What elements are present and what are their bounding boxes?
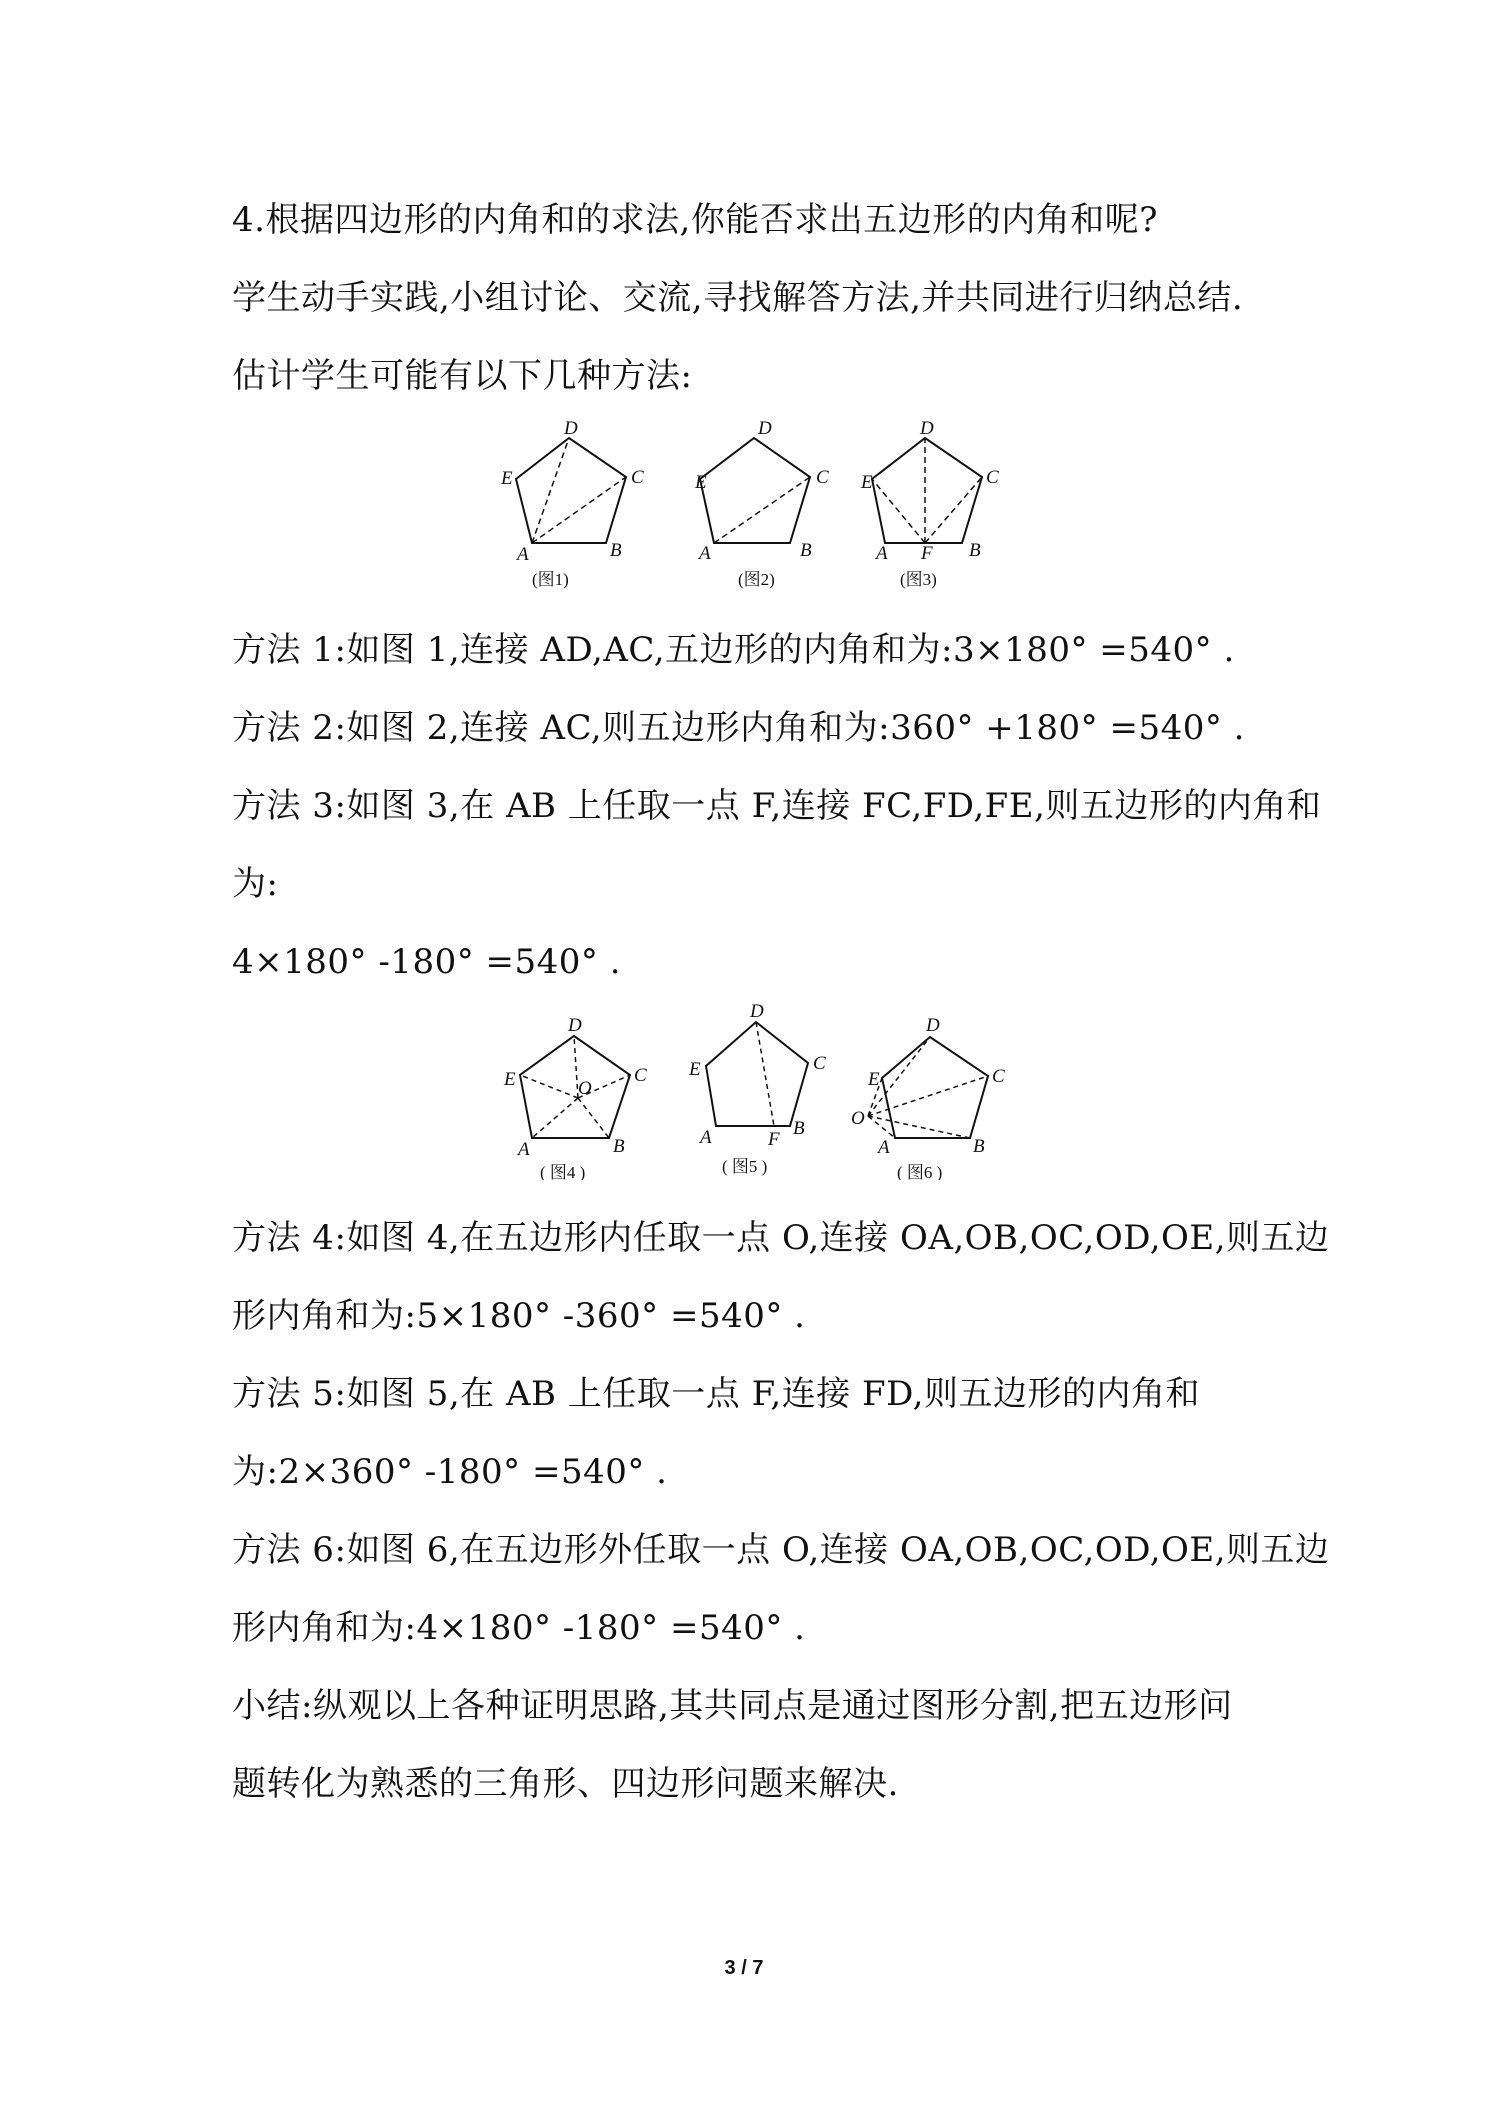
method-3-line-3: 4×180° -180° =540° .	[232, 942, 622, 982]
label-d: D	[568, 1015, 582, 1036]
label-d: D	[758, 420, 772, 439]
label-a: A	[878, 1137, 890, 1158]
label-e: E	[861, 472, 873, 493]
question-4: 4.根据四边形的内角和的求法,你能否求出五边形的内角和呢?	[232, 200, 1158, 240]
figure-1	[500, 420, 644, 589]
label-e: E	[504, 1069, 516, 1090]
paragraph-methods-intro: 估计学生可能有以下几种方法:	[232, 356, 693, 396]
label-a: A	[876, 543, 888, 564]
label-d: D	[926, 1015, 940, 1036]
label-d: D	[920, 420, 934, 439]
label-d: D	[564, 420, 578, 439]
label-b: B	[969, 540, 981, 561]
label-f: F	[921, 543, 933, 564]
figure-row-1	[0, 420, 1488, 600]
method-5-line-1: 方法 5:如图 5,在 AB 上任取一点 F,连接 FD,则五边形的内角和	[232, 1374, 1200, 1414]
figure-row-2	[0, 1000, 1488, 1180]
label-e: E	[695, 472, 707, 493]
method-2: 方法 2:如图 2,连接 AC,则五边形内角和为:360° +180° =540° .	[232, 708, 1245, 748]
label-c: C	[631, 467, 644, 488]
label-b: B	[800, 540, 812, 561]
method-6-line-1: 方法 6:如图 6,在五边形外任取一点 O,连接 OA,OB,OC,OD,OE,则五边	[232, 1530, 1330, 1570]
method-1: 方法 1:如图 1,连接 AD,AC,五边形的内角和为:3×180° =540° .	[232, 630, 1235, 670]
method-3-line-2: 为:	[232, 864, 279, 904]
label-b: B	[613, 1136, 625, 1157]
caption-figure-6: ( 图6 )	[897, 1163, 943, 1180]
label-a: A	[517, 544, 529, 565]
label-a: A	[700, 1127, 712, 1148]
label-c: C	[634, 1065, 647, 1086]
label-c: C	[986, 467, 999, 488]
summary-line-1: 小结:纵观以上各种证明思路,其共同点是通过图形分割,把五边形问	[232, 1686, 1233, 1726]
label-c: C	[813, 1053, 826, 1074]
figure-3	[860, 420, 999, 589]
method-4-line-1: 方法 4:如图 4,在五边形内任取一点 O,连接 OA,OB,OC,OD,OE,则五边	[232, 1218, 1330, 1258]
label-o: O	[851, 1108, 865, 1129]
label-a: A	[699, 543, 711, 564]
page-number: 3 / 7	[724, 1957, 764, 1979]
paragraph-practice: 学生动手实践,小组讨论、交流,寻找解答方法,并共同进行归纳总结.	[232, 278, 1244, 318]
figure-2	[694, 420, 829, 589]
label-f: F	[768, 1129, 780, 1150]
method-6-line-2: 形内角和为:4×180° -180° =540° .	[232, 1608, 806, 1648]
label-o: O	[578, 1078, 592, 1099]
method-3-line-1: 方法 3:如图 3,在 AB 上任取一点 F,连接 FC,FD,FE,则五边形的内角和	[232, 786, 1322, 826]
label-c: C	[992, 1066, 1005, 1087]
method-5-line-2: 为:2×360° -180° =540° .	[232, 1452, 668, 1492]
figure-5	[688, 1001, 826, 1176]
caption-figure-4: ( 图4 )	[540, 1163, 586, 1180]
summary-line-2: 题转化为熟悉的三角形、四边形问题来解决.	[232, 1764, 899, 1804]
label-c: C	[816, 467, 829, 488]
caption-figure-3: (图3)	[900, 570, 937, 589]
figure-6	[851, 1015, 1005, 1180]
label-e: E	[868, 1069, 880, 1090]
label-e: E	[501, 468, 513, 489]
caption-figure-1: (图1)	[532, 570, 569, 589]
figure-4	[503, 1015, 647, 1180]
label-b: B	[610, 540, 622, 561]
label-e: E	[689, 1059, 701, 1080]
method-4-line-2: 形内角和为:5×180° -360° =540° .	[232, 1296, 806, 1336]
label-a: A	[518, 1139, 530, 1160]
label-b: B	[973, 1136, 985, 1157]
label-b: B	[793, 1118, 805, 1139]
caption-figure-2: (图2)	[738, 570, 775, 589]
label-d: D	[750, 1001, 764, 1022]
caption-figure-5: ( 图5 )	[722, 1157, 768, 1176]
